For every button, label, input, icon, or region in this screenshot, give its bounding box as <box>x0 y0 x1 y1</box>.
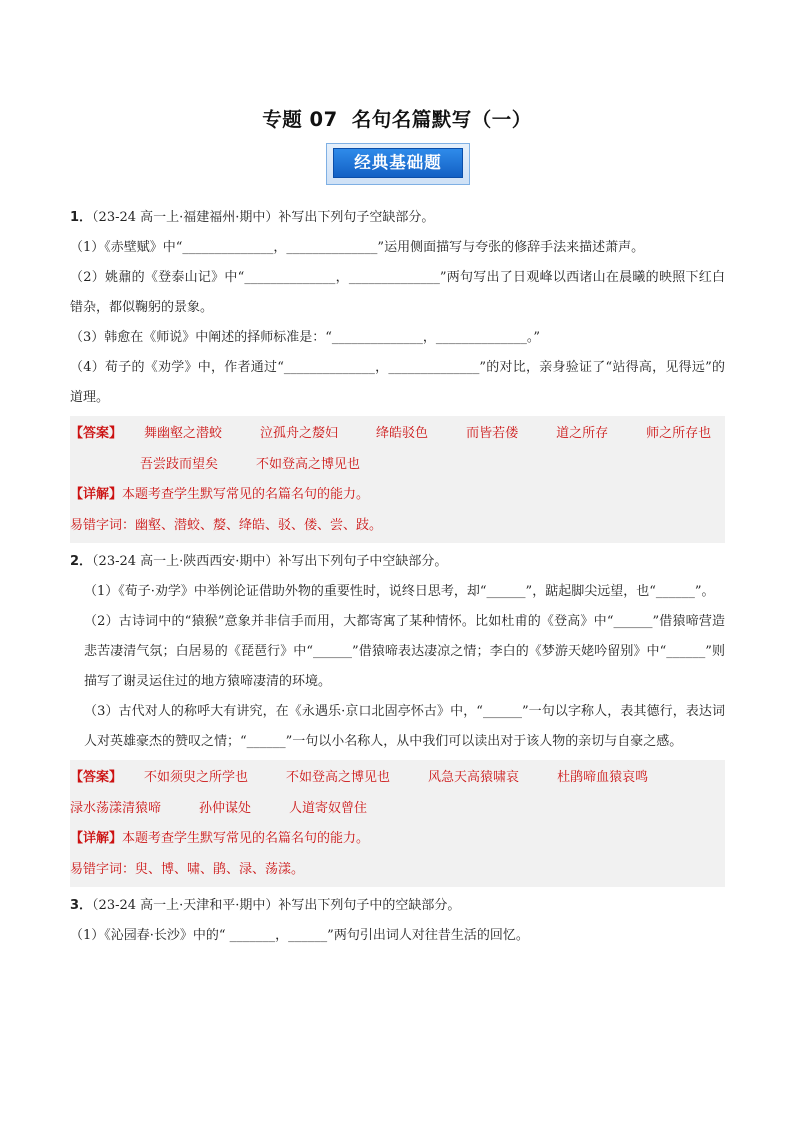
answer-row <box>70 450 725 481</box>
title-topic-number: 专题 07 <box>262 108 338 131</box>
answer-item: 舞幽壑之潜蛟 <box>144 426 223 441</box>
question-3-header: 3．（23-24 高一上·天津和平·期中）补写出下列句子中的空缺部分。 <box>70 898 461 913</box>
answer-item: 绛皓驳色 <box>376 426 429 441</box>
question-1-answer-box <box>70 416 725 543</box>
answer-item: 不如登高之博见也 <box>286 770 391 785</box>
answer-row <box>70 763 725 794</box>
answer-item: 师之所存也 <box>646 426 712 441</box>
question-1-item: （3）韩愈在《师说》中阐述的择师标准是：“______________，______________。” <box>70 330 541 345</box>
question-2-item: （3）古代对人的称呼大有讲究，在《永遇乐·京口北固亭怀古》中，“______”一句以字称人，表其德行，表达词人对英雄豪杰的赞叹之情；“______”一句以小名称人，从中我们可以读出对于该人物的亲切与自豪之感。 <box>84 704 725 749</box>
error-words: 易错字词：幽壑、潜蛟、嫠、绛皓、驳、偻、尝、跂。 <box>70 517 383 533</box>
answer-row <box>70 419 725 450</box>
question-1-item: （2）姚鼐的《登泰山记》中“______________，______________”两句写出了日观峰以西诸山在晨曦的映照下红白错杂，都似鞠躬的景象。 <box>70 270 725 315</box>
answer-item: 而皆若偻 <box>466 426 519 441</box>
question-1-item: （4）荀子的《劝学》中，作者通过“______________，______________”的对比，亲身验证了“站得高，见得远”的道理。 <box>70 360 725 405</box>
answer-item: 泣孤舟之嫠妇 <box>260 426 339 441</box>
question-1-item: （1）《赤壁赋》中“______________，______________”运用侧面描写与夸张的修辞手法来描述萧声。 <box>70 240 645 255</box>
question-2 <box>70 547 725 887</box>
detail-label: 【详解】 <box>70 831 123 846</box>
section-banner <box>326 143 470 185</box>
detail-row <box>70 824 725 855</box>
question-1-header: 1．（23-24 高一上·福建福州·期中）补写出下列句子空缺部分。 <box>70 210 435 225</box>
title-topic-name: 名句名篇默写（一） <box>351 108 532 131</box>
detail-label: 【详解】 <box>70 487 123 502</box>
question-2-header: 2．（23-24 高一上·陕西西安·期中）补写出下列句子中空缺部分。 <box>70 554 448 569</box>
answer-item: 风急天高猿啸哀 <box>428 770 520 785</box>
document-body <box>70 203 725 951</box>
question-1 <box>70 203 725 543</box>
answer-item: 不如须臾之所学也 <box>144 770 249 785</box>
banner-label: 经典基础题 <box>333 148 463 178</box>
answer-label: 【答案】 <box>70 770 123 785</box>
answer-item: 道之所存 <box>556 426 609 441</box>
detail-row <box>70 480 725 511</box>
question-3 <box>70 891 725 951</box>
answer-item: 渌水荡漾清猿啼 <box>70 800 162 816</box>
question-2-item: （2）古诗词中的“猿猴”意象并非信手而用，大都寄寓了某种情怀。比如杜甫的《登高》中“______”借猿啼营造悲苦凄清气氛；白居易的《琵琶行》中“______”借猿啼表达凄凉之情；李白的《梦游天姥吟留别》中“______”则描写了谢灵运住过的地方猿啼凄清的环境。 <box>84 614 725 689</box>
question-2-item: （1）《荀子·劝学》中举例论证借助外物的重要性时，说终日思考，却“______”，踮起脚尖远望，也“______”。 <box>84 584 715 599</box>
answer-row <box>70 794 725 825</box>
error-words: 易错字词：臾、博、啸、鹃、渌、荡漾。 <box>70 861 305 877</box>
answer-item: 不如登高之博见也 <box>256 456 361 472</box>
answer-label: 【答案】 <box>70 426 123 441</box>
answer-item: 孙仲谋处 <box>199 800 252 816</box>
question-3-item: （1）《沁园春·长沙》中的“ _______，______”两句引出词人对往昔生活的回忆。 <box>70 928 529 943</box>
detail-text: 本题考查学生默写常见的名篇名句的能力。 <box>122 487 370 502</box>
question-2-answer-box <box>70 760 725 887</box>
answer-item: 吾尝跂而望矣 <box>140 456 219 472</box>
answer-item: 杜鹃啼血猿哀鸣 <box>557 770 649 785</box>
answer-item: 人道寄奴曾住 <box>289 800 368 816</box>
page-title <box>0 104 794 132</box>
detail-text: 本题考查学生默写常见的名篇名句的能力。 <box>122 831 370 846</box>
